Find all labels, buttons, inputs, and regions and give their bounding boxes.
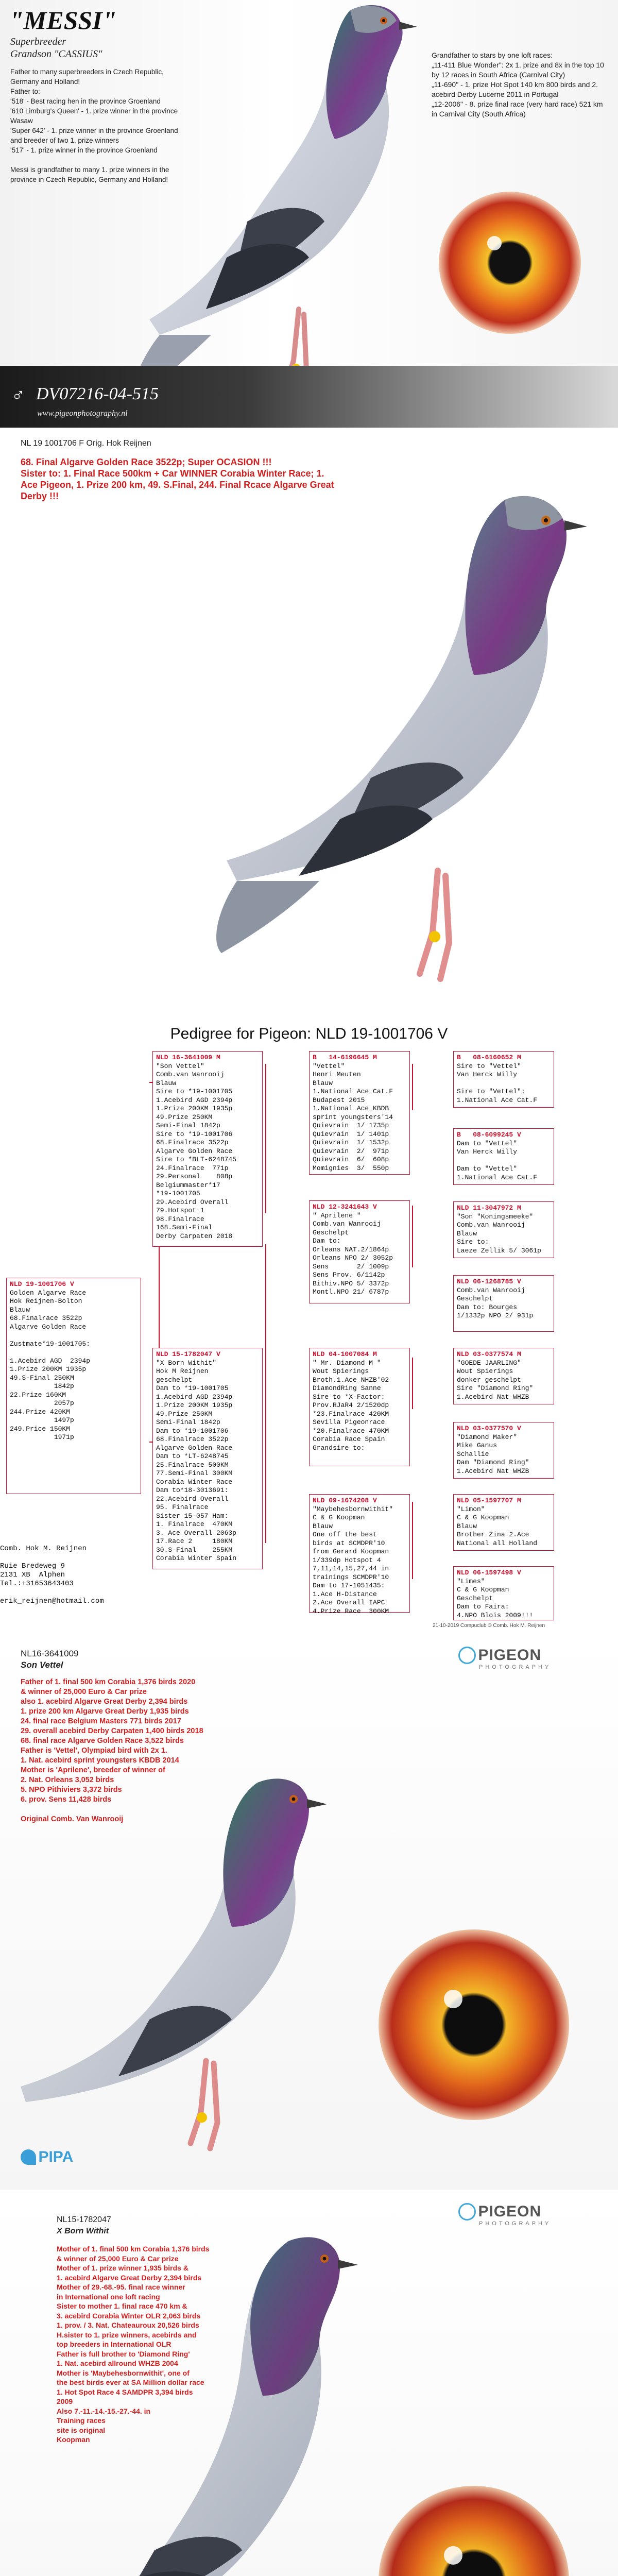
hero-eye-illustration bbox=[433, 185, 587, 340]
text-line: Mother of 1. final 500 km Corabia 1,376 birds bbox=[57, 2245, 210, 2253]
pedigree-dss-card: NLD 03-0377574 M "GOEDE JAARLING" Wout Spierings donker geschelpt Sire "Diamond Ring" 1.Acebird Nat WHZB bbox=[453, 1348, 554, 1404]
hero-role: Superbreeder bbox=[10, 36, 66, 47]
text-line: 29. overall acebird Derby Carpaten 1,400 birds 2018 bbox=[21, 1727, 203, 1735]
pedigree-title: Pedigree for Pigeon: NLD 19-1001706 V bbox=[170, 1025, 448, 1042]
text-line: the best birds ever at SA Million dollar race bbox=[57, 2378, 204, 2386]
text-line: Koopman bbox=[57, 2435, 90, 2444]
pigeon-photography-logo: PIGEON PHOTOGRAPHY bbox=[458, 1647, 551, 1670]
pedigree-connector bbox=[265, 1244, 266, 1543]
dam-eye-illustration bbox=[371, 2478, 577, 2576]
text-line: 3. acebird Corabia Winter OLR 2,063 birds bbox=[57, 2311, 201, 2320]
text-line: 1. Nat. acebird allround WHZB 2004 bbox=[57, 2359, 178, 2367]
text-line: 1. prize 200 km Algarve Great Derby 1,935 birds bbox=[21, 1707, 189, 1716]
text-line: '518' - Best racing hen in the province Groenland bbox=[10, 97, 161, 105]
pedigree-dam-card: NLD 15-1782047 V "X Born Withit" Hok M Reijnen geschelpt Dam to *19-1001705 1.Acebird AGD 2394p 1.Prize 200KM 1935p 49.Prize 250KM Semi-Final 1842p Dam to *19-1001706 68.Finalrace 3522p Algarve Golden Race Dam to *LT-6248745 25.Finalrace 500KM 77.Semi-Final 300KM Corabia Winter Race Dam to*18-3013691: 22.Acebird Overall 95. Finalrace Sister 15-057 Ham: 1. Finalrace 470KM 3. Ace Overall 2063p 17.Race 2 180KM 30.S-Final 255KM Corabia Winter Spain bbox=[152, 1348, 263, 1569]
product-pigeon-illustration bbox=[216, 489, 608, 1005]
text-line: Also 7.-11.-14.-15.-27.-44. in bbox=[57, 2406, 151, 2415]
text-line: Father to: bbox=[10, 88, 40, 95]
pedigree-dam-sire-card: NLD 04-1007084 M " Mr. Diamond M " Wout Spierings Broth.1.Ace NHZB'02 DiamondRing Sanne Sire to *X-Factor: Prov.RJaR4 2/1520dp *23.Finalrace 420KM Sevilla Pigeonrace *20.Finalrace 470KM Corabia Race Spain Grandsire to: bbox=[309, 1348, 410, 1466]
text-line: 24. final race Belgium Masters 771 birds 2017 bbox=[21, 1717, 181, 1725]
text-line: 'Super 642' - 1. prize winner in the province Groenland and breeder of two 1. prize winners bbox=[10, 127, 178, 144]
pedigree-sss-card: B 08-6160652 M Sire to "Vettel" Van Herck Willy Sire to "Vettel": 1.National Ace Cat.F bbox=[453, 1051, 554, 1108]
dam-card-section bbox=[0, 2190, 618, 2576]
pedigree-connector bbox=[412, 1064, 413, 1110]
text-line: Mother of 1. prize winner 1,935 birds & bbox=[57, 2264, 188, 2272]
text-line: Grandfather to stars by one loft races: bbox=[432, 51, 553, 59]
dam-ring: NL15-1782047 bbox=[57, 2215, 111, 2224]
pedigree-footer: 21-10-2019 Compuclub © Comb. Hok M. Reijnen bbox=[433, 1623, 545, 1629]
hero-pigeon-illustration bbox=[129, 0, 448, 428]
text-line: Mother is 'Maybehesbornwithit', one of bbox=[57, 2368, 190, 2377]
pedigree-sire-dam-card: NLD 12-3241643 V " Aprilene " Comb.van Wanrooij Geschelpt Dam to: Orleans NAT.2/1864p Orleans NPO 2/ 3052p Sens 2/ 1009p Sens Prov. 6/1142p Bithiv.NPO 5/ 3372p Montl.NPO 21/ 6787p bbox=[309, 1200, 410, 1303]
pigeon-photography-logo: PIGEON PHOTOGRAPHY bbox=[458, 2203, 551, 2227]
hero-grandson: Grandson "CASSIUS" bbox=[10, 48, 102, 60]
pedigree-dsd-card: NLD 03-0377570 V "Diamond Maker" Mike Ganus Schallie Dam "Diamond Ring" 1.Acebird Nat WHZB bbox=[453, 1422, 554, 1479]
text-line: „12-2006" - 8. prize final race (very hard race) 521 km in Carnival City (South Africa) bbox=[432, 100, 603, 118]
hero-right-text bbox=[432, 50, 609, 119]
text-line: 1. acebird Algarve Great Derby 2,394 birds bbox=[57, 2273, 202, 2282]
sire-pigeon-illustration bbox=[15, 1772, 345, 2174]
camera-icon bbox=[458, 1647, 476, 1664]
product-achievements: 68. Final Algarve Golden Race 3522p; Super OCASION !!! Sister to: 1. Final Race 500km + Car WINNER Corabia Winter Race; 1. Ace Pigeon, 1. Prize 200 km, 49. S.Final, 244. Final Rcace Algarve Great Derby !!! bbox=[21, 457, 334, 501]
text-line: & winner of 25,000 Euro & Car prize bbox=[57, 2254, 179, 2263]
pedigree-sire-card: NLD 16-3641009 M "Son Vettel" Comb.van Wanrooij Blauw Sire to *19-1001705 1.Acebird AGD 2394p 1.Prize 200KM 1935p 49.Prize 250KM Semi-Final 1842p Sire to *19-1001706 68.Finalrace 3522p Algarve Golden Race Sire to *BLT-6248745 24.Finalrace 771p 29.Personal 808p Belgiummaster*17 *19-1001705 29.Acebird Overall 79.Hotspot 1 98.Finalrace 168.Semi-Final Derby Carpaten 2018 bbox=[152, 1051, 263, 1247]
pedigree-dds-card: NLD 05-1597707 M "Limon" C & G Koopman Blauw Brother Zina 2.Ace National all Holland bbox=[453, 1494, 554, 1551]
pedigree-connector bbox=[412, 1206, 413, 1267]
text-line: „11-411 Blue Wonder": 2x 1. prize and 8x in the top 10 by 12 races in South Africa (Carnival City) bbox=[432, 61, 604, 79]
text-line: '610 Limburg's Queen' - 1. prize winner in the province Wasaw bbox=[10, 107, 178, 125]
text-line: '517' - 1. prize winner in the province Groenland bbox=[10, 146, 158, 154]
text-line: in International one loft racing bbox=[57, 2292, 160, 2301]
dam-pigeon-illustration bbox=[0, 2221, 360, 2576]
pedigree-dam-dam-card: NLD 09-1674208 V "Maybehesbornwithit" C & G Koopman Blauw One off the best birds at SCMDPR'10 from Gerard Koopman 1/339dp Hotspot 4 7,11,14,15,27,44 in trainings SCMDPR'10 Dam to 17-1051435: 1.Ace H-Distance 2.Ace Overall IAPC 4.Prize Race 300KM bbox=[309, 1494, 410, 1613]
pedigree-sdd-card: NLD 06-1268785 V Comb.van Wanrooij Geschelpt Dam to: Bourges 1/1332p NPO 2/ 931p bbox=[453, 1275, 554, 1332]
pedigree-sire-sire-card: B 14-6196645 M "Vettel" Henri Meuten Blauw 1.National Ace Cat.F Budapest 2015 1.National Ace KBDB sprint youngsters'14 Quievrain 1/ 1735p Quievrain 1/ 1401p Quievrain 1/ 1532p Quievrain 2/ 971p Quievrain 6/ 608p Momignies 3/ 550p bbox=[309, 1051, 410, 1175]
text-line: also 1. acebird Algarve Great Derby 2,394 birds bbox=[21, 1698, 188, 1706]
pedigree-subject-card: NLD 19-1001706 V Golden Algarve Race Hok Reijnen-Bolton Blauw 68.Finalrace 3522p Algarve Golden Race Zustmate*19-1001705: 1.Acebird AGD 2394p 1.Prize 200KM 1935p 49.S-Final 250KM 1842p 22.Prize 160KM 2057p 244.Prize 420KM 1497p 249.Price 150KM 1971p bbox=[6, 1278, 141, 1494]
pedigree-ssd-card: B 08-6099245 V Dam to "Vettel" Van Herck Willy Dam to "Vettel" 1.National Ace Cat.F bbox=[453, 1128, 554, 1185]
text-line: & winner of 25,000 Euro & Car prize bbox=[21, 1688, 147, 1696]
pedigree-ddd-card: NLD 06-1597498 V "Limes" C & G Koopman Geschelpt Dam to Faira: 4.NPO Blois 2009!!! bbox=[453, 1566, 554, 1620]
text-line: 1. Nat. acebird sprint youngsters KBDB 2014 bbox=[21, 1756, 179, 1765]
sire-name: Son Vettel bbox=[21, 1660, 63, 1670]
text-line: 6. prov. Sens 11,428 birds bbox=[21, 1795, 112, 1804]
hero-title: "MESSI" bbox=[9, 6, 117, 35]
pipa-logo: PIPA bbox=[21, 2148, 73, 2166]
male-symbol-icon: ♂ bbox=[11, 384, 25, 405]
hero-id-strip bbox=[0, 366, 618, 428]
text-line: Mother of 29.-68.-95. final race winner bbox=[57, 2283, 185, 2291]
text-line: Messi is grandfather to many 1. prize winners in the province in Czech Republic, Germany and Holland! bbox=[10, 166, 169, 183]
camera-icon bbox=[458, 2203, 476, 2221]
breeder-contact: Comb. Hok M. Reijnen Ruie Bredeweg 9 2131 XB Alphen Tel.:+31653643403 erik_reijnen@hotmail.com bbox=[0, 1545, 104, 1605]
hero-website: www.pigeonphotography.nl bbox=[37, 409, 128, 418]
dam-name: X Born Withit bbox=[57, 2227, 109, 2235]
sire-card-section bbox=[0, 1633, 618, 2190]
text-line: Training races bbox=[57, 2416, 106, 2425]
text-line: „11-690" - 1. prize Hot Spot 140 km 800 birds and 2. acebird Derby Lucerne 2011 in Portugal bbox=[432, 80, 598, 98]
text-line: H.sister to 1. prize winners, acebirds and bbox=[57, 2330, 197, 2339]
pedigree-connector bbox=[412, 1502, 413, 1579]
text-line: Father is 'Vettel', Olympiad bird with 2x 1. bbox=[21, 1747, 167, 1755]
pedigree-section bbox=[0, 1015, 618, 1633]
sire-eye-illustration bbox=[371, 1922, 577, 2128]
pedigree-connector bbox=[265, 1064, 266, 1213]
product-heading: NL 19 1001706 F Orig. Hok Reijnen bbox=[21, 439, 151, 448]
sire-ring: NL16-3641009 bbox=[21, 1649, 79, 1658]
hero-banner bbox=[0, 0, 618, 428]
text-line: 2009 bbox=[57, 2397, 73, 2405]
text-line: Sister to mother 1. final race 470 km & bbox=[57, 2302, 187, 2310]
text-line: Original Comb. Van Wanrooij bbox=[21, 1815, 124, 1823]
text-line: Mother is 'Aprilene', breeder of winner of bbox=[21, 1766, 165, 1774]
product-section bbox=[0, 428, 618, 1015]
text-line: 5. NPO Pithiviers 3,372 birds bbox=[21, 1786, 122, 1794]
pedigree-sds-card: NLD 11-3047972 M "Son "Koningsmeeke" Comb.van Wanrooij Blauw Sire to: Laeze Zellik 5/ 3061p bbox=[453, 1201, 554, 1258]
text-line: Father to many superbreeders in Czech Republic, Germany and Holland! bbox=[10, 68, 164, 86]
text-line: top breeders in International OLR bbox=[57, 2340, 171, 2348]
text-line: 2. Nat. Orleans 3,052 birds bbox=[21, 1776, 114, 1784]
text-line: 68. final race Algarve Golden Race 3,522 birds bbox=[21, 1737, 184, 1745]
text-line: 1. Hot Spot Race 4 SAMDPR 3,394 birds bbox=[57, 2387, 193, 2396]
pipa-bird-icon bbox=[21, 2149, 36, 2165]
pedigree-connector bbox=[412, 1358, 413, 1409]
hero-ring-number: DV07216-04-515 bbox=[36, 384, 159, 403]
text-line: site is original bbox=[57, 2426, 106, 2434]
text-line: Father of 1. final 500 km Corabia 1,376 birds 2020 bbox=[21, 1678, 196, 1686]
text-line: Father is full brother to 'Diamond Ring' bbox=[57, 2349, 190, 2358]
text-line: 1. prov. / 3. Nat. Chateauroux 20,526 birds bbox=[57, 2321, 199, 2329]
